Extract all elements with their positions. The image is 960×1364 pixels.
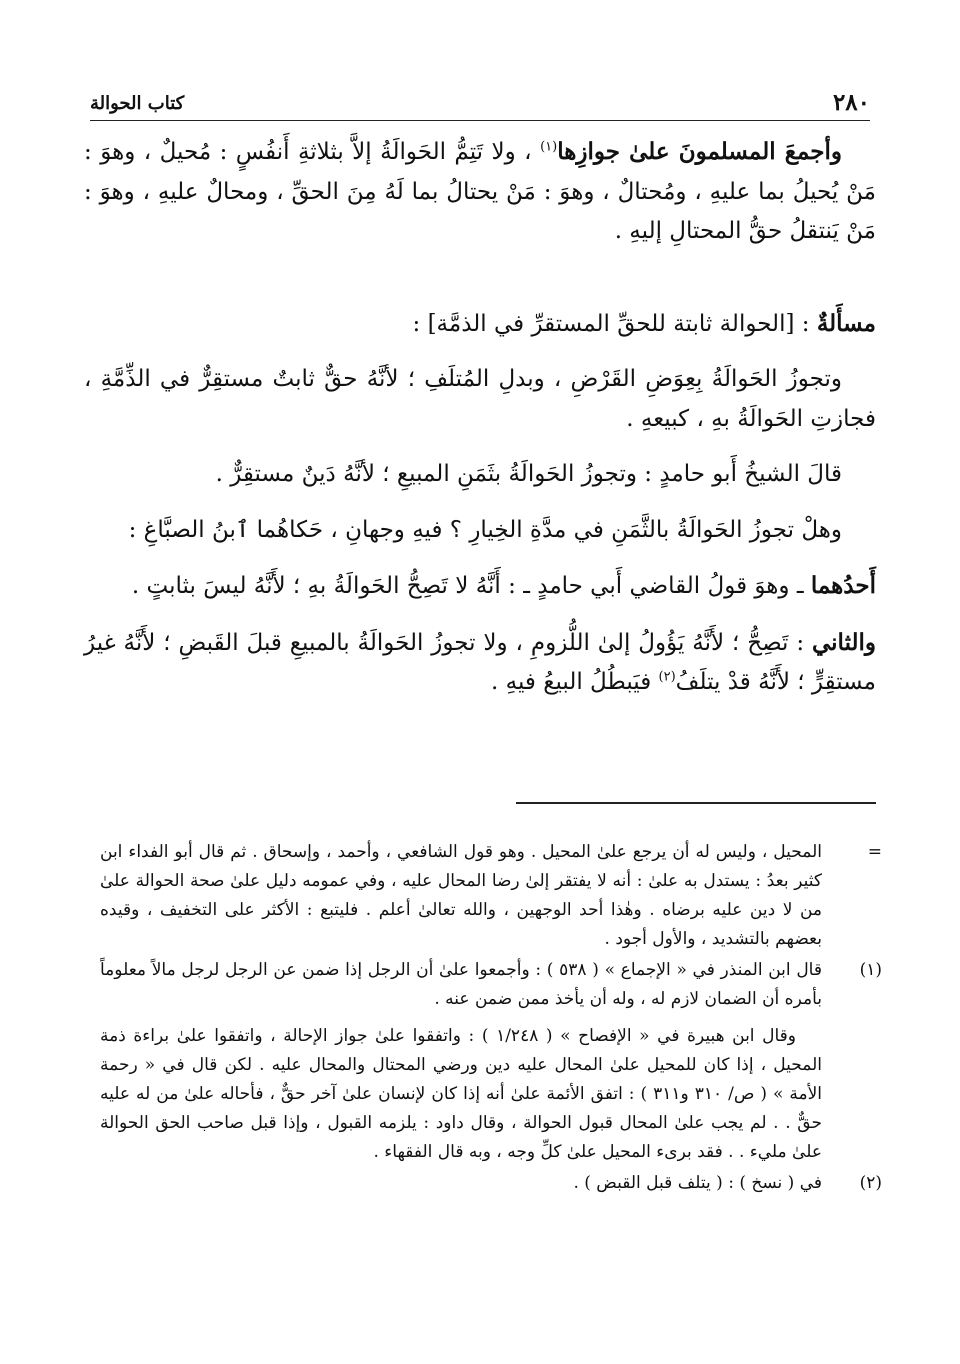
footnote-marker: (١)	[859, 960, 882, 980]
page-number: ٢٨٠	[832, 89, 870, 116]
masala-title: : [الحوالة ثابتة للحقِّ المستقرِّ في الذمَّة] :	[412, 310, 810, 337]
continuation-marker: =	[867, 842, 882, 862]
paragraph-text: : تَصِحُّ ؛ لأَنَّهُ يَؤُولُ إلىٰ اللُّزومِ ، ولا تجوزُ الحَوالَةُ بالمبيعِ قبلَ القَبضِ ؛ لأَنَّهُ غيرُ مستقِرٍّ ؛ لأَنَّهُ قدْ يتلَفُ	[84, 629, 876, 695]
footnote-2	[100, 1169, 882, 1198]
masala-heading	[84, 304, 876, 345]
footnotes	[100, 838, 882, 1198]
page-header	[90, 80, 870, 121]
paragraph-second-view	[84, 623, 876, 703]
paragraph-khiyar: وهلْ تجوزُ الحَوالَةُ بالثَّمَنِ في مدَّةِ الخِيارِ ؟ فيهِ وجهانِ ، حَكاهُما ٱبنُ الصبَّاغِ :	[128, 516, 842, 543]
paragraph-first-view	[84, 566, 876, 607]
paragraph-text-end: فيَبطُلُ البيعُ فيهِ .	[491, 669, 652, 695]
paragraph-text: ـ وهوَ قولُ القاضي أَبي حامدٍ ـ : أَنَّهُ لا تَصِحُّ الحَوالَةُ بهِ ؛ لأَنَّهُ ليسَ بثابتٍ .	[131, 573, 804, 599]
footnote-text: في ( نسخ ) : ( يتلف قبل القبض ) .	[573, 1173, 822, 1193]
footnote-text: وقال ابن هبيرة في « الإفصاح » ( ١/٢٤٨ ) : واتفقوا علىٰ جواز الإحالة ، واتفقوا علىٰ براءة ذمة المحيل ، إذا كان للمحيل علىٰ المحال عليه دين ورضي المحتال والمحال عليه . لكن قال في « رحمة الأمة » ( ص/ ٣١٠ و٣١١ ) : اتفق الأئمة علىٰ أنه إذا كان لإنسان علىٰ آخر حقٌّ ، فأحاله علىٰ من له عليه حقٌّ . . لم يجب علىٰ المحال قبول الحوالة ، وقال داود : يلزمه القبول ، وإذا قبل صاحب الحق الحوالة علىٰ مليء . . فقد برىء المحيل علىٰ كلِّ وجه ، وبه قال الفقهاء .	[100, 1026, 822, 1162]
footnote-continuation	[100, 838, 882, 954]
footnote-ref-1: (١)	[540, 139, 558, 155]
paragraph-lead: وأجمعَ المسلمونَ علىٰ جوازِها	[557, 138, 843, 165]
paragraph-text: ، ولا تَتِمُّ الحَوالَةُ إلاَّ بثلاثةِ أَنفُسٍ : مُحيلٌ ، وهوَ : مَنْ يُحيلُ بما عليهِ ، ومُحتالٌ ، وهوَ : مَنْ يحتالُ بما لَهُ مِنَ الحقِّ ، ومحالٌ عليهِ ، وهوَ : مَنْ يَنتقلُ حقُّ المحتالِ إليهِ .	[84, 139, 876, 244]
paragraph-qard: وتجوزُ الحَوالَةُ بِعِوَضِ القَرْضِ ، وبدلِ المُتلَفِ ؛ لأنَّهُ حقٌّ ثابتٌ مستقِرٌّ في الذِّمَّةِ ، فجازتِ الحَوالَةُ بهِ ، كبيعهِ .	[84, 366, 876, 432]
footnote-marker: (٢)	[859, 1173, 882, 1193]
paragraph-lead: والثاني	[811, 628, 877, 656]
paragraph-abu-hamid: قالَ الشيخُ أَبو حامدٍ : وتجوزُ الحَوالَةُ بثَمَنِ المبيعِ ؛ لأنَّهُ دَينٌ مستقِرٌّ .	[215, 461, 842, 487]
footnote-text: قال ابن المنذر في « الإجماع » ( ٥٣٨ ) : وأجمعوا علىٰ أن الرجل إذا ضمن عن الرجل لرجل مالاً معلوماً بأمره أن الضمان لازم له ، وله أن يأخذ ممن ضمن عنه .	[100, 960, 822, 1009]
footnote-1	[100, 956, 882, 1167]
main-text	[84, 132, 876, 703]
paragraph-ijma	[84, 132, 876, 252]
footnote-separator	[516, 802, 876, 804]
masala-label: مسأَلةٌ	[816, 309, 876, 337]
footnote-ref-2: (٢)	[658, 669, 676, 685]
running-title: كتاب الحوالة	[90, 93, 185, 114]
footnote-text: المحيل ، وليس له أن يرجع علىٰ المحيل . وهو قول الشافعي ، وأحمد ، وإسحاق . ثم قال أبو الفداء ابن كثير بعدُ : يستدل به علىٰ : أنه لا يفتقر إلىٰ رضا المحال عليه ، وفي عمومه دليل علىٰ صحة الحوالة علىٰ من لا دين عليه برضاه . وهٰذا أحد الوجهين ، والله تعالىٰ أعلم . فليتبع : الأكثر على التخفيف ، وقيده بعضهم بالتشديد ، والأول أجود .	[100, 842, 822, 949]
paragraph-lead: أَحدُهما	[810, 572, 876, 599]
